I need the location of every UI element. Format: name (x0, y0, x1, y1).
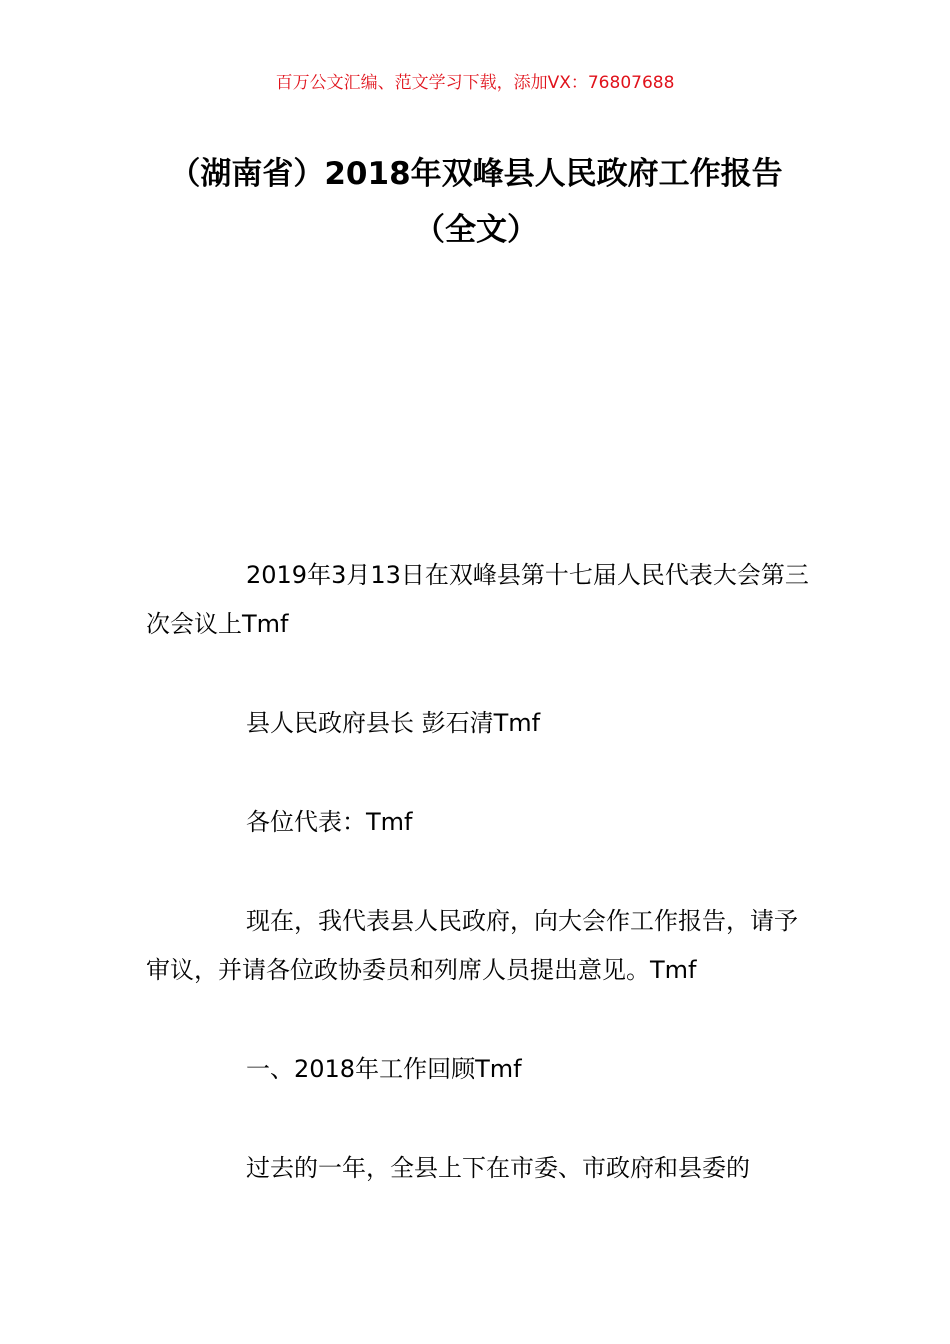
section-heading-review: 一、2018年工作回顾Tmf (246, 1055, 522, 1083)
paragraph-speaker: 县人民政府县长 彭石清Tmf (246, 709, 541, 737)
document-title: （湖南省）2018年双峰县人民政府工作报告（全文） (169, 156, 783, 248)
paragraph-review-body: 过去的一年，全县上下在市委、市政府和县委的 (246, 1154, 750, 1182)
paragraph-salutation: 各位代表：Tmf (246, 808, 413, 836)
header-promo-note: 百万公文汇编、范文学习下载，添加VX：76807688 (275, 73, 675, 93)
paragraph-intro: 现在，我代表县人民政府，向大会作工作报告，请予审议，并请各位政协委员和列席人员提出意见。Tmf (146, 907, 798, 984)
paragraph-meeting-date: 2019年3月13日在双峰县第十七届人民代表大会第三次会议上Tmf (146, 561, 809, 638)
